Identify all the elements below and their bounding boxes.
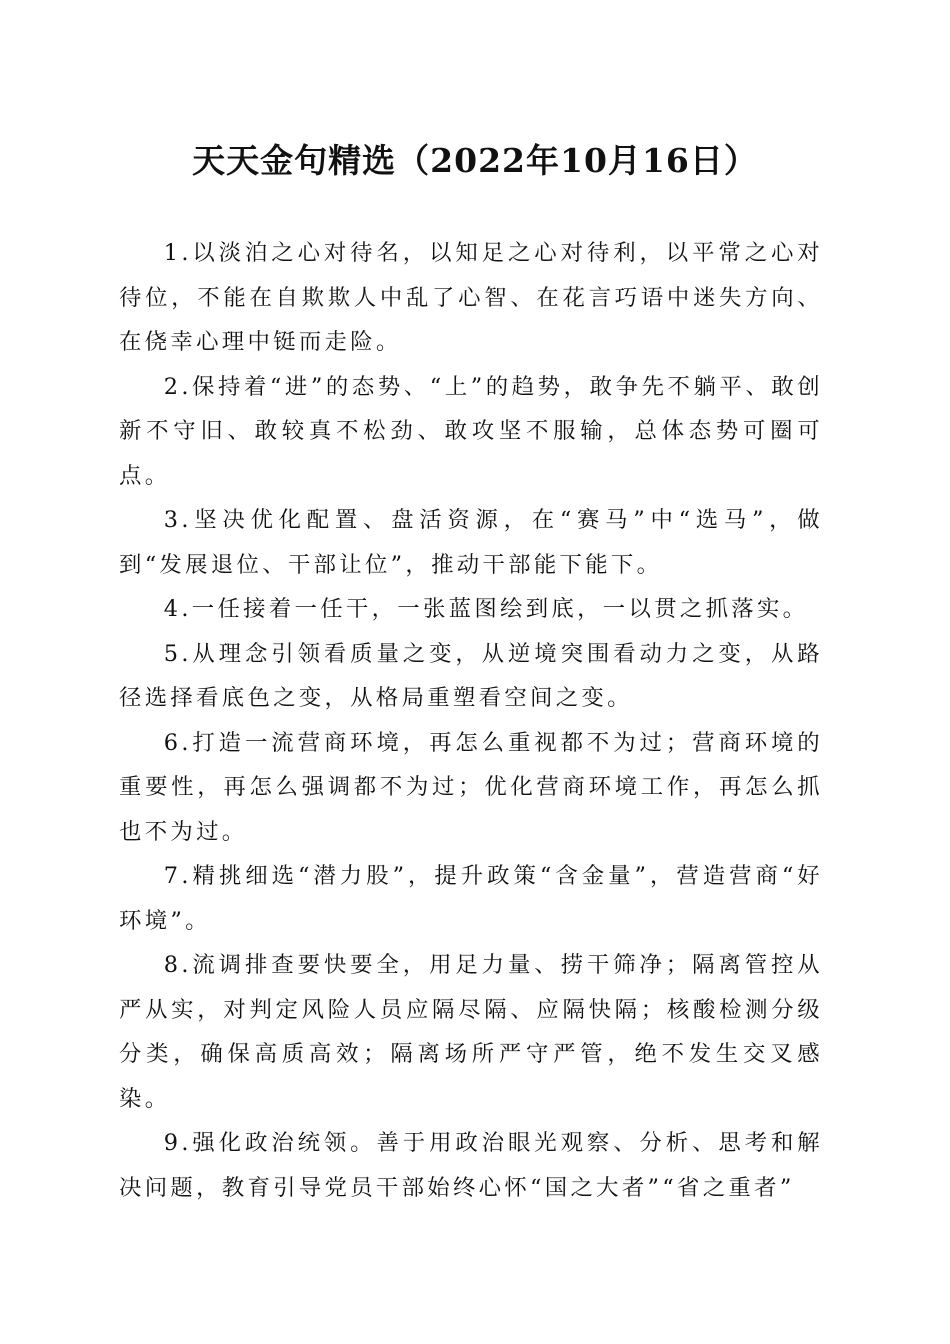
document-body	[119, 231, 823, 1210]
paragraph-1: 1.以淡泊之心对待名，以知足之心对待利，以平常之心对待位，不能在自欺欺人中乱了心智、在花言巧语中迷失方向、在侥幸心理中铤而走险。	[119, 240, 823, 355]
paragraph-2: 2.保持着“进”的态势、“上”的趋势，敢争先不躺平、敢创新不守旧、敢较真不松劲、敢攻坚不服输，总体态势可圈可点。	[119, 373, 823, 489]
paragraph-6: 6.打造一流营商环境，再怎么重视都不为过；营商环境的重要性，再怎么强调都不为过；优化营商环境工作，再怎么抓也不为过。	[119, 729, 823, 845]
paragraph-4: 4.一任接着一任干，一张蓝图绘到底，一以贯之抓落实。	[163, 596, 809, 622]
paragraph-8: 8.流调排查要快要全，用足力量、捞干筛净；隔离管控从严从实，对判定风险人员应隔尽隔、应隔快隔；核酸检测分级分类，确保高质高效；隔离场所严守严管，绝不发生交叉感染。	[119, 952, 823, 1112]
paragraph-9: 9.强化政治统领。善于用政治眼光观察、分析、思考和解决问题，教育引导党员干部始终心怀“国之大者”“省之重者”	[119, 1130, 823, 1201]
paragraph-5: 5.从理念引领看质量之变，从逆境突围看动力之变，从路径选择看底色之变，从格局重塑看空间之变。	[119, 640, 823, 711]
document-title: 天天金句精选（2022年10月16日）	[192, 141, 758, 180]
paragraph-7: 7.精挑细选“潜力股”，提升政策“含金量”，营造营商“好环境”。	[119, 863, 823, 934]
paragraph-3: 3.坚决优化配置、盘活资源，在“赛马”中“选马”，做到“发展退位、干部让位”，推动干部能下能下。	[119, 507, 823, 578]
